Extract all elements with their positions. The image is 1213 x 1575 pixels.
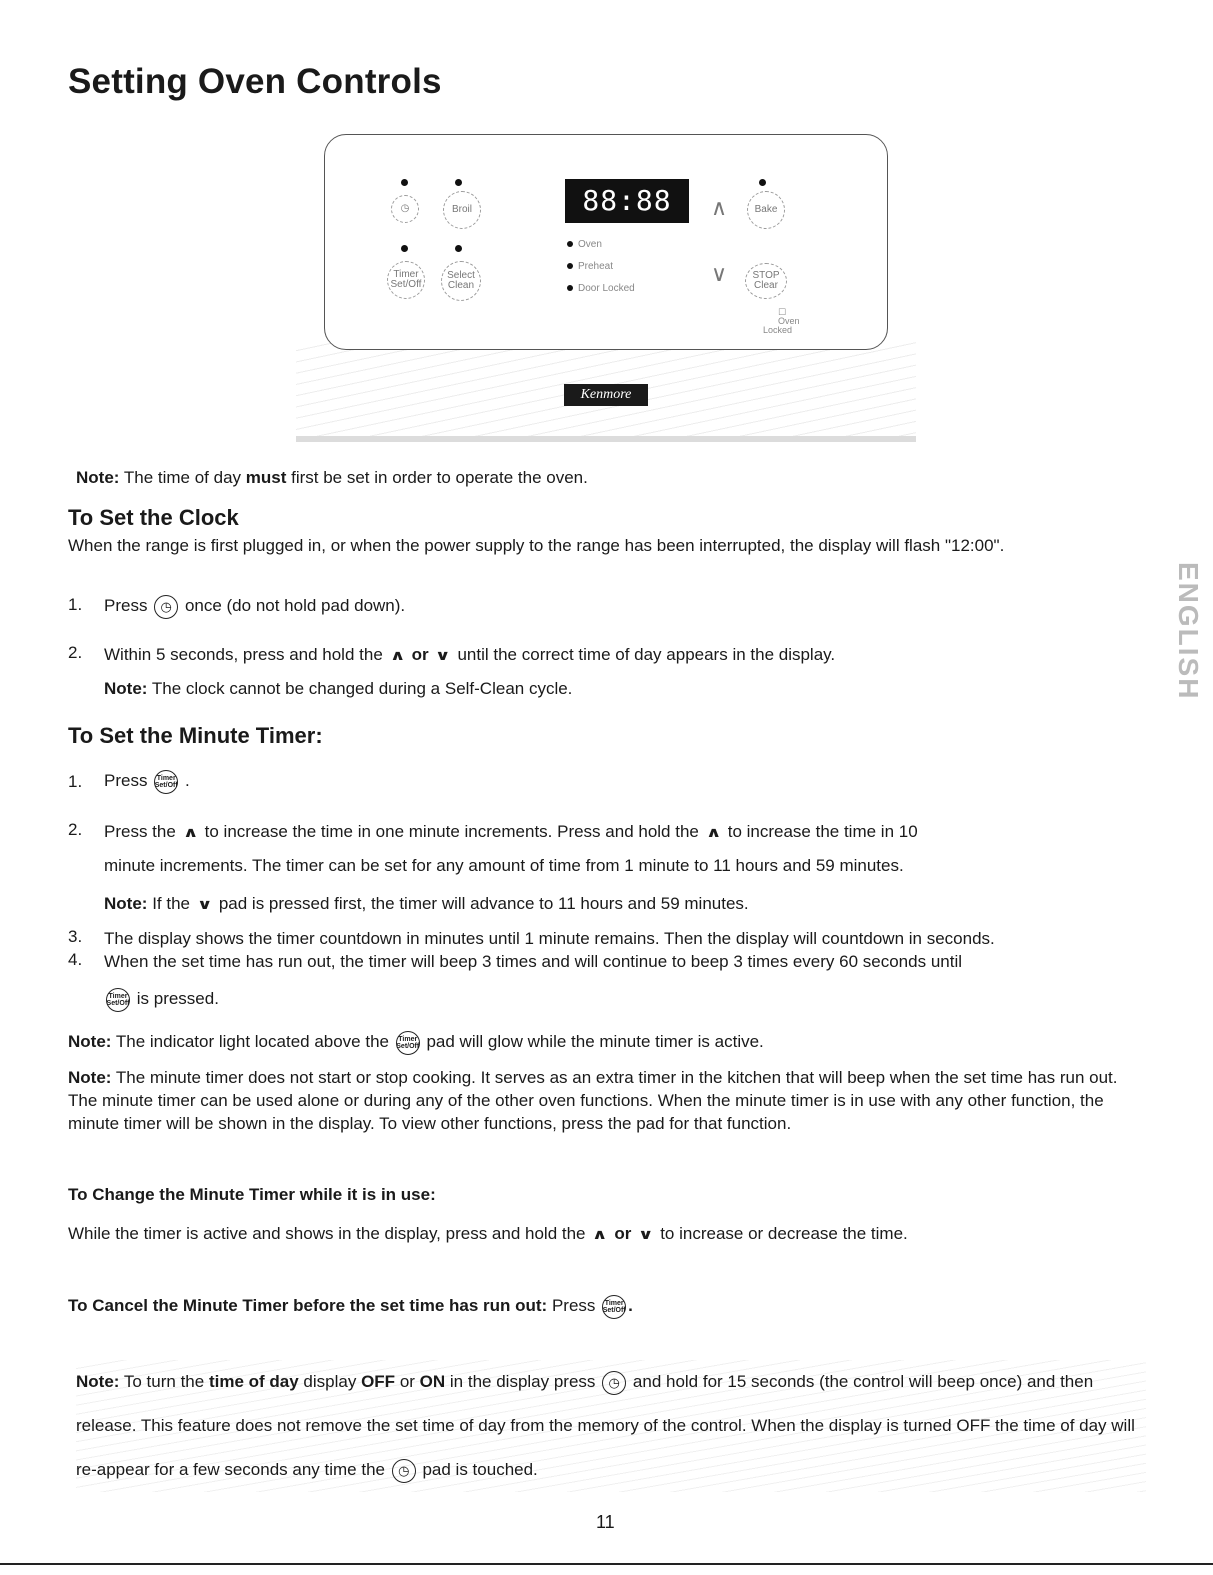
up-arrow-icon: ∧ — [591, 1226, 608, 1242]
step-number: 4. — [68, 950, 83, 969]
clock-pad-icon: ◷ — [154, 595, 178, 619]
timer-pad-icon: Timer Set/Off — [396, 1031, 420, 1055]
bake-pad: Bake — [747, 191, 785, 229]
control-panel — [324, 134, 888, 350]
bottom-rule — [0, 1563, 1213, 1565]
clock-note: Note: The clock cannot be changed during a Self-Clean cycle. — [104, 679, 573, 698]
heading-change-timer: To Change the Minute Timer while it is in use: — [68, 1185, 436, 1204]
stop-clear-pad: STOP Clear — [745, 263, 787, 299]
timer-step-3: The display shows the timer countdown in minutes until 1 minute remains. Then the display will countdown in seconds. — [104, 929, 995, 948]
indicator-door-locked: Door Locked — [567, 283, 635, 294]
led-display: 88:88 — [565, 179, 689, 223]
down-arrow-icon: ∨ — [637, 1226, 654, 1242]
down-arrow-icon: ∨ — [435, 647, 452, 663]
step-number: 2. — [68, 643, 83, 662]
down-arrow-icon: ∨ — [711, 261, 728, 286]
language-tab: ENGLISH — [1173, 562, 1204, 701]
oven-locked-label: ☐ Oven Locked — [763, 307, 800, 335]
indicator-preheat: Preheat — [567, 261, 613, 272]
clock-intro: When the range is first plugged in, or when the power supply to the range has been interrupted, the display will flash "12:00". — [68, 536, 1005, 555]
timer-pad-icon: Timer Set/Off — [154, 770, 178, 794]
timer-pad-icon: Timer Set/Off — [106, 988, 130, 1012]
lock-icon: ☐ — [778, 307, 787, 317]
timer-step-2-line-2: minute increments. The timer can be set for any amount of time from 1 minute to 11 hours and 59 minutes. — [104, 856, 904, 875]
clock-indicator-dot — [401, 179, 408, 186]
timer-step-4-end: Timer Set/Off is pressed. — [104, 987, 219, 1012]
clock-pad-icon: ◷ — [602, 1371, 626, 1395]
timer-usage-note: Note: The minute timer does not start or stop cooking. It serves as an extra timer in the kitchen that will beep when the set time has run out. The minute timer can be used alone or during any of the other oven functions. When the minute timer is in use with any other function, the minute timer will be shown in the display. To view other functions, press the pad for that function. — [68, 1068, 1118, 1133]
broil-indicator-dot — [455, 179, 462, 186]
note-time-of-day-display: Note: To turn the time of day display OFF or ON in the display press ◷ and hold for 15 seconds (the control will beep once) and then release. This feature does not remove the set time of day from the memory of the control. When the display is turned OFF the time of day will re-appear for a few seconds any time the ◷ pad is touched. — [76, 1360, 1146, 1492]
clock-pad-icon: ◷ — [392, 1459, 416, 1483]
up-arrow-icon: ∧ — [389, 647, 406, 663]
down-arrow-icon: ∨ — [196, 896, 213, 912]
broil-pad: Broil — [443, 191, 481, 229]
clock-step-1: Press ◷ once (do not hold pad down). — [104, 594, 405, 619]
clock-step-2: Within 5 seconds, press and hold the ∧ or ∨ until the correct time of day appears in the display. — [104, 643, 835, 667]
step-number: 2. — [68, 820, 83, 839]
timer-indicator-dot — [401, 245, 408, 252]
note-time-of-day: Note: The time of day must first be set in order to operate the oven. — [76, 468, 588, 487]
change-timer-text: While the timer is active and shows in the display, press and hold the ∧ or ∨ to increase or decrease the time. — [68, 1222, 908, 1246]
timer-pad-icon: Timer Set/Off — [602, 1295, 626, 1319]
step-number: 3. — [68, 927, 83, 946]
up-arrow-icon: ∧ — [182, 824, 199, 840]
timer-indicator-note: Note: The indicator light located above the Timer Set/Off pad will glow while the minute timer is active. — [68, 1030, 764, 1055]
brand-logo: Kenmore — [564, 384, 648, 406]
cancel-timer: To Cancel the Minute Timer before the set time has run out: Press Timer Set/Off . — [68, 1294, 633, 1319]
timer-step-4: When the set time has run out, the timer will beep 3 times and will continue to beep 3 times every 60 seconds until — [104, 952, 963, 971]
timer-step-1: Press Timer Set/Off . — [104, 769, 190, 794]
select-indicator-dot — [455, 245, 462, 252]
page-number: 11 — [596, 1512, 615, 1532]
control-panel-illustration — [296, 128, 916, 440]
heading-set-minute-timer: To Set the Minute Timer: — [68, 723, 323, 748]
timer-step-2: Press the ∧ to increase the time in one minute increments. Press and hold the ∧ to increase the time in 10 — [104, 820, 918, 844]
select-clean-pad: Select Clean — [441, 261, 481, 301]
clock-pad: ◷ — [391, 195, 419, 223]
timer-pad: Timer Set/Off — [387, 261, 425, 299]
up-arrow-icon: ∧ — [705, 824, 722, 840]
indicator-oven: Oven — [567, 239, 602, 250]
heading-set-clock: To Set the Clock — [68, 505, 239, 530]
timer-note: Note: If the ∨ pad is pressed first, the timer will advance to 11 hours and 59 minutes. — [104, 892, 749, 916]
bake-indicator-dot — [759, 179, 766, 186]
step-number: 1. — [68, 772, 83, 791]
step-number: 1. — [68, 595, 83, 614]
up-arrow-icon: ∧ — [711, 195, 728, 220]
page-title: Setting Oven Controls — [68, 62, 442, 101]
